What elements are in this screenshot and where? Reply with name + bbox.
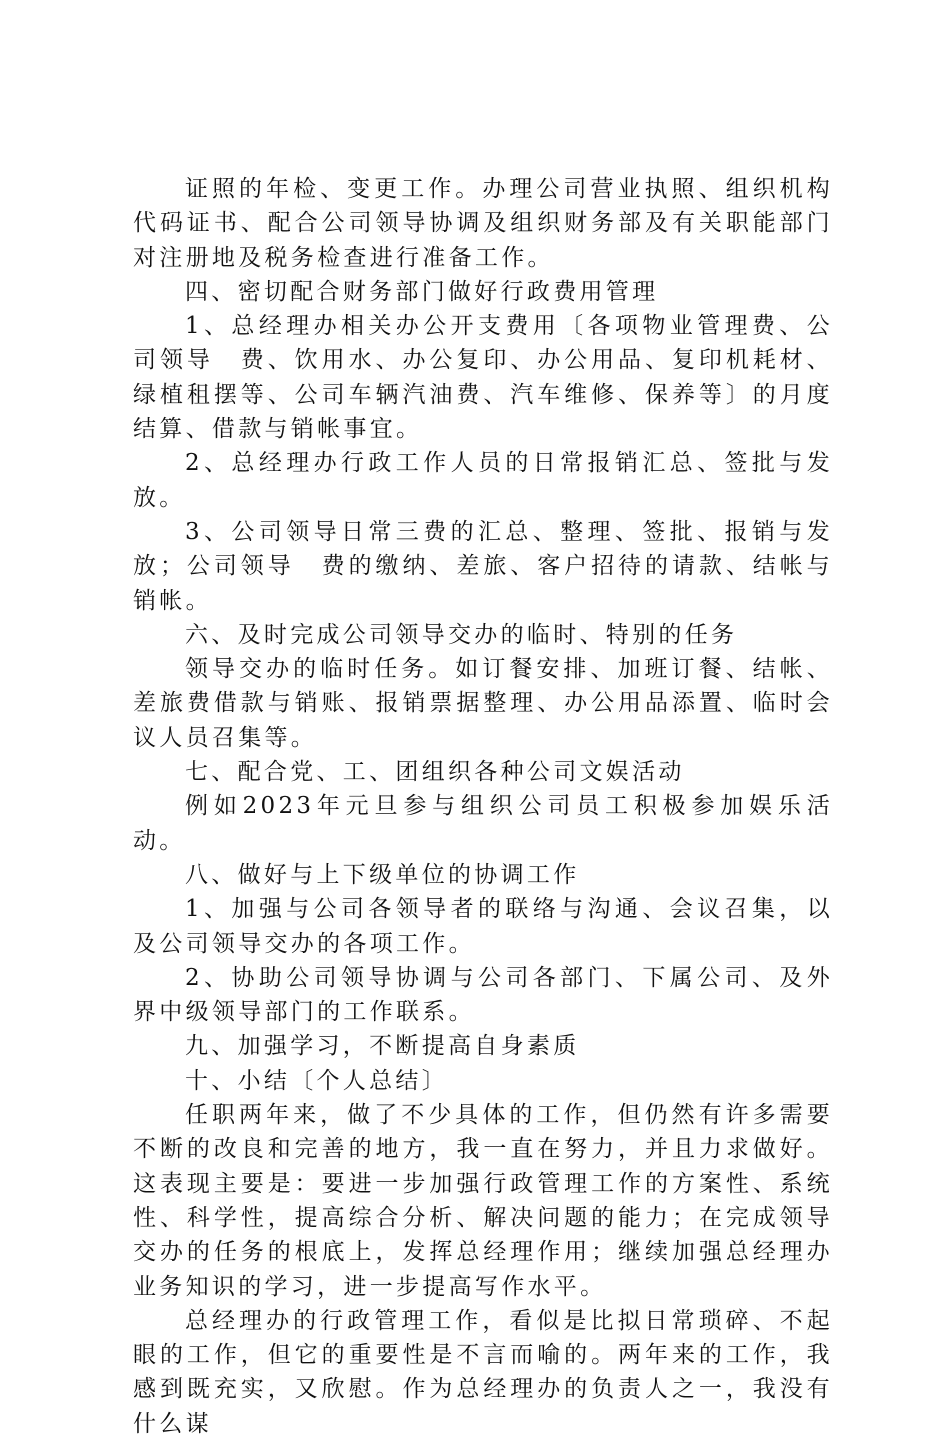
paragraph-certificate-work: 证照的年检、变更工作。办理公司营业执照、组织机构代码证书、配合公司领导协调及组织财务部及有关职能部门对注册地及税务检查进行准备工作。 [133, 176, 833, 271]
paragraph-external-liaison: 2、协助公司领导协调与公司各部门、下属公司、及外界中级领导部门的工作联系。 [133, 964, 833, 1026]
heading-temporary-tasks: 六、及时完成公司领导交办的临时、特别的任务 [185, 621, 738, 648]
document-body [133, 172, 833, 1441]
paragraph-new-year-event: 例如2023年元旦参与组织公司员工积极参加娱乐活动。 [133, 793, 833, 854]
paragraph-leader-expenses: 3、公司领导日常三费的汇总、整理、签批、报销与发放；公司领导 费的缴纳、差旅、客户招待的请款、结帐与销帐。 [133, 518, 833, 614]
paragraph-summary-body: 任职两年来，做了不少具体的工作，但仍然有许多需要不断的改良和完善的地方，我一直在努力，并且力求做好。这表现主要是：要进一步加强行政管理工作的方案性、系统性、科学性，提高综合分析、解决问题的能力；在完成领导交办的任务的根底上，发挥总经理作用；继续加强总经理办业务知识的学习，进一步提高写作水平。 [133, 1102, 833, 1300]
paragraph-leader-communication: 1、加强与公司各领导者的联络与沟通、会议召集，以及公司领导交办的各项工作。 [133, 896, 833, 957]
paragraph-staff-reimbursement: 2、总经理办行政工作人员的日常报销汇总、签批与发放。 [133, 450, 833, 511]
paragraph-closing: 总经理办的行政管理工作，看似是比拟日常琐碎、不起眼的工作，但它的重要性是不言而喻的。两年来的工作，我感到既充实，又欣慰。作为总经理办的负责人之一，我没有什么谋 [133, 1307, 833, 1437]
heading-cultural-activities: 七、配合党、工、团组织各种公司文娱活动 [185, 759, 685, 786]
heading-summary: 十、小结〔个人总结〕 [185, 1067, 448, 1094]
heading-coordination: 八、做好与上下级单位的协调工作 [185, 861, 580, 888]
paragraph-office-expenses: 1、总经理办相关办公开支费用〔各项物业管理费、公司领导 费、饮用水、办公复印、办公用品、复印机耗材、绿植租摆等、公司车辆汽油费、汽车维修、保养等〕的月度结算、借款与销帐事宜。 [133, 313, 833, 443]
paragraph-temporary-tasks: 领导交办的临时任务。如订餐安排、加班订餐、结帐、差旅费借款与销账、报销票据整理、办公用品添置、临时会议人员召集等。 [133, 656, 833, 751]
heading-finance-cooperation: 四、密切配合财务部门做好行政费用管理 [185, 278, 659, 305]
heading-learning: 九、加强学习，不断提高自身素质 [185, 1033, 580, 1060]
